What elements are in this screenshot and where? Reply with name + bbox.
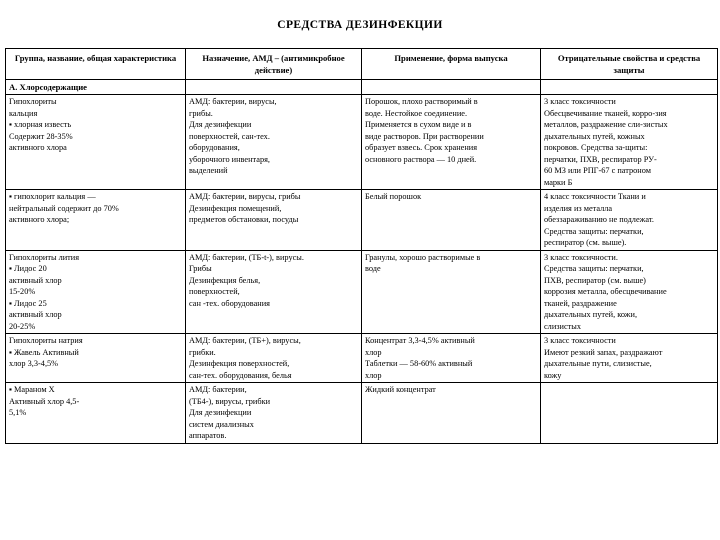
cell-purpose (186, 250, 362, 334)
cell-text-line: нейтральный содержит до 70% (9, 203, 119, 213)
cell-text-line: грибки. (189, 347, 216, 357)
section-blank-purpose (186, 80, 362, 95)
table-header-row (6, 49, 718, 80)
cell-text-line: Активный хлор 4,5- (9, 396, 80, 406)
cell-application (362, 334, 541, 383)
cell-text-line: дыхательные пути, слизистые, (544, 359, 652, 368)
section-row-chlorine (6, 80, 718, 95)
cell-group (6, 95, 186, 190)
cell-text-line: воде. Нестойкое соединение. (365, 108, 468, 118)
cell-text-line: Средства защиты: перчатки, (544, 264, 644, 273)
cell-negative (541, 95, 718, 190)
cell-text-line: Для дезинфекции (189, 120, 252, 129)
cell-text-line: Гранулы, хорошо растворимые в (365, 252, 481, 262)
cell-text-line: Гипохлориты натрия (9, 336, 83, 345)
cell-text-line: Содержит 28-35% (9, 131, 73, 141)
cell-text-line: виде растворов. При растворении (365, 131, 484, 141)
cell-text-line: 3 класс токсичности (544, 97, 616, 106)
cell-text-line: ПХВ, респиратор (см. выше) (544, 275, 646, 285)
section-blank-negative (541, 80, 718, 95)
cell-text-line: Грибы (189, 264, 212, 273)
cell-text-line: Таблетки — 58-60% активный (365, 359, 473, 368)
cell-text-line: сан -тех. оборудования (189, 298, 270, 308)
cell-text-line: дыхательных путей, кожи, (544, 310, 638, 319)
cell-text-line: ▪ Жавель Активный (9, 347, 79, 357)
cell-negative (541, 250, 718, 334)
cell-text-line: основного раствора — 10 дней. (365, 154, 477, 164)
cell-text-line: 3 класс токсичности. (544, 252, 618, 262)
cell-text-line: АМД: бактерии, вирусы, грибы (189, 192, 301, 201)
cell-purpose (186, 95, 362, 190)
disinfectants-table-container (5, 48, 717, 444)
table-row (6, 250, 718, 334)
cell-group (6, 250, 186, 334)
cell-text-line: выделений (189, 166, 228, 175)
section-label: А. Хлорсодержащие (6, 80, 186, 95)
cell-text-line: АМД: бактерии, (ТБ+), вирусы, (189, 336, 301, 345)
cell-group (6, 190, 186, 251)
cell-purpose (186, 334, 362, 383)
cell-text-line: систем диализных (189, 419, 254, 429)
table-row (6, 334, 718, 383)
cell-text-line: обеззараживанию не подлежат. (544, 215, 654, 224)
cell-negative (541, 334, 718, 383)
cell-text-line: 3 класс токсичности (544, 336, 616, 345)
cell-text-line: ▪ Лидос 20 (9, 264, 47, 273)
cell-application (362, 383, 541, 444)
cell-text-line: ▪ гипохлорит кальция — (9, 192, 96, 201)
cell-text-line: Дезинфекция поверхностей, (189, 359, 290, 368)
page-title: СРЕДСТВА ДЕЗИНФЕКЦИИ (277, 19, 443, 31)
cell-text-line: дыхательных путей, кожных (544, 131, 645, 141)
cell-text-line: грибы. (189, 108, 213, 118)
cell-text-line: Белый порошок (365, 192, 422, 201)
cell-text-line: кожу (544, 370, 562, 380)
cell-group (6, 334, 186, 383)
cell-text-line: Для дезинфекции (189, 408, 252, 417)
disinfectants-table (5, 48, 718, 444)
cell-text-line: Обесцвечивание тканей, корро-зия (544, 108, 667, 118)
cell-text-line: изделия из металла (544, 203, 613, 213)
cell-text-line: активного хлора; (9, 215, 70, 224)
cell-application (362, 250, 541, 334)
cell-text-line: АМД: бактерии, (189, 385, 247, 394)
cell-text-line: 15-20% (9, 287, 36, 296)
cell-text-line: Применяется в сухом виде и в (365, 120, 472, 129)
cell-text-line: предметов обстановки, посуды (189, 215, 299, 224)
cell-text-line: перчатки, ПХВ, респиратор РУ- (544, 154, 657, 164)
column-header-negative: Отрицательные свойства и средства защиты (541, 49, 718, 80)
cell-text-line: сан-тех. оборудования, белья (189, 370, 292, 380)
cell-text-line: воде (365, 264, 381, 273)
cell-text-line: ▪ Мараном Х (9, 385, 55, 394)
cell-negative (541, 190, 718, 251)
cell-text-line: АМД: бактерии, (ТБ-t-), вирусы. (189, 252, 304, 262)
table-header (6, 49, 718, 80)
cell-purpose (186, 383, 362, 444)
cell-text-line: активный хлор (9, 310, 62, 319)
cell-text-line: АМД: бактерии, вирусы, (189, 97, 277, 106)
column-header-application: Применение, форма выпуска (362, 49, 541, 80)
cell-text-line: Гипохлориты лития (9, 252, 80, 262)
cell-text-line: марки Б (544, 177, 573, 187)
table-body (6, 80, 718, 444)
section-blank-application (362, 80, 541, 95)
cell-text-line: Концентрат 3,3-4,5% активный (365, 336, 475, 345)
cell-text-line: Жидкий концентрат (365, 385, 436, 394)
table-row (6, 95, 718, 190)
cell-text-line: Средства защиты: перчатки, (544, 226, 644, 236)
cell-text-line: ▪ Лидос 25 (9, 298, 47, 308)
table-row (6, 190, 718, 251)
cell-text-line: оборудования, (189, 143, 240, 152)
column-header-group: Группа, название, общая характеристика (6, 49, 186, 80)
table-row (6, 383, 718, 444)
cell-text-line: коррозия металла, обесцвечивание (544, 287, 667, 296)
cell-text-line: Порошок, плохо растворимый в (365, 97, 478, 106)
cell-text-line: поверхностей, (189, 287, 240, 296)
cell-text-line: аппаратов. (189, 431, 227, 440)
column-header-purpose: Назначение, АМД – (антимикробное действие) (186, 49, 362, 80)
cell-text-line: респиратор (см. выше). (544, 238, 627, 247)
cell-application (362, 190, 541, 251)
cell-purpose (186, 190, 362, 251)
cell-text-line: образует взвесь. Срок хранения (365, 143, 478, 152)
cell-group (6, 383, 186, 444)
cell-text-line: Гипохлориты (9, 97, 57, 106)
cell-text-line: кальция (9, 108, 38, 118)
cell-text-line: активный хлор (9, 275, 62, 285)
cell-text-line: металлов, раздражение сли-зистых (544, 120, 668, 129)
cell-text-line: хлор (365, 347, 382, 357)
cell-text-line: (ТБ4-), вирусы, грибки (189, 396, 271, 406)
cell-text-line: слизистых (544, 321, 582, 331)
cell-text-line: поверхностей, сан-тех. (189, 131, 270, 141)
cell-text-line: Дезинфекция белья, (189, 275, 261, 285)
cell-application (362, 95, 541, 190)
cell-text-line: хлор (365, 370, 382, 380)
cell-text-line: ▪ хлорная известь (9, 120, 72, 129)
cell-text-line: Дезинфекция помещений, (189, 203, 282, 213)
cell-text-line: 60 МЗ или РПГ-67 с патроном (544, 166, 651, 175)
cell-text-line: активного хлора (9, 143, 67, 152)
cell-text-line: тканей, раздражение (544, 298, 617, 308)
cell-text-line: покровов. Средства за-щиты: (544, 143, 648, 152)
cell-text-line: 20-25% (9, 321, 36, 331)
cell-text-line: 4 класс токсичности Ткани и (544, 192, 646, 201)
cell-text-line: 5,1% (9, 408, 27, 417)
cell-text-line: хлор 3,3-4,5% (9, 359, 59, 368)
cell-text-line: Имеют резкий запах, раздражают (544, 347, 663, 357)
cell-text-line: уборочного инвентаря, (189, 154, 270, 164)
cell-negative (541, 383, 718, 444)
